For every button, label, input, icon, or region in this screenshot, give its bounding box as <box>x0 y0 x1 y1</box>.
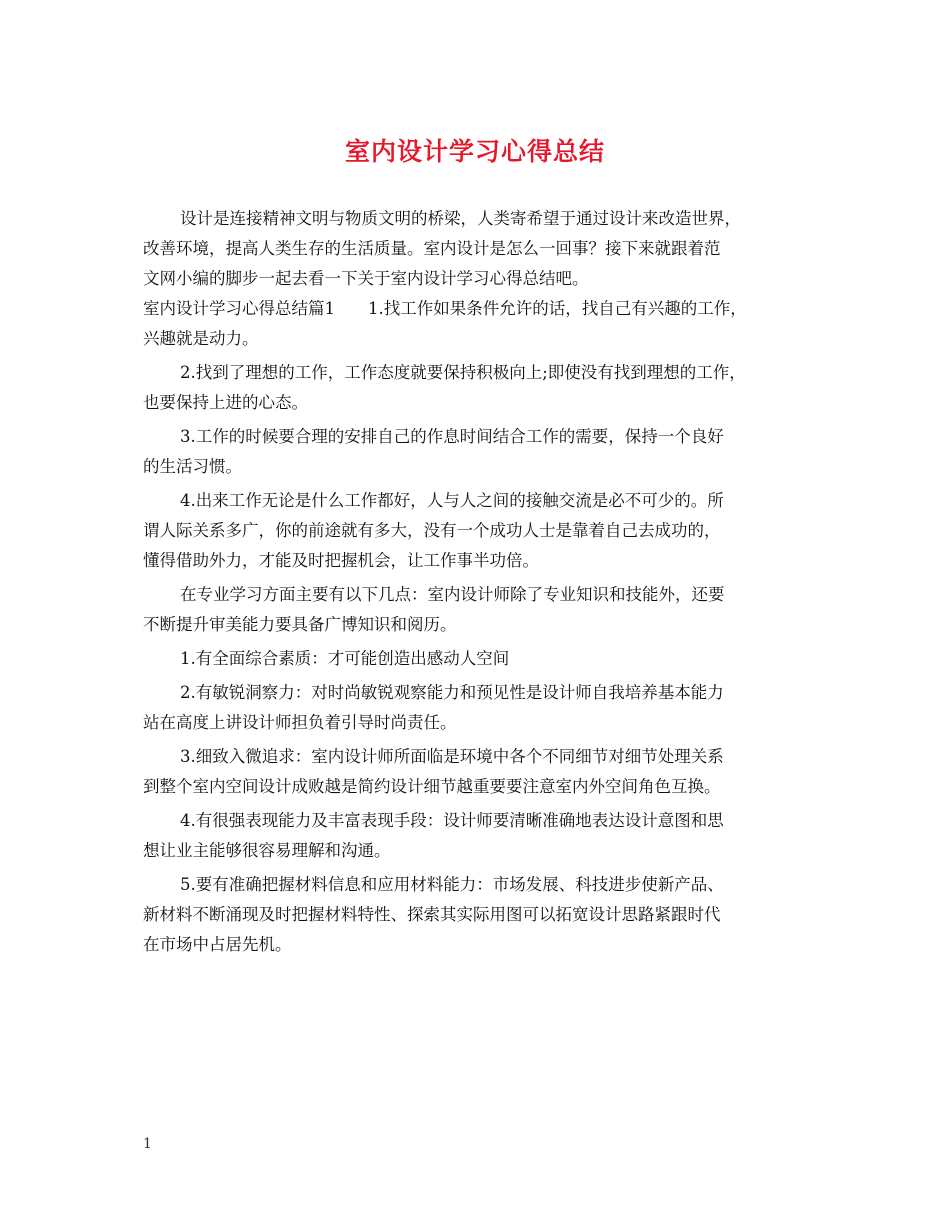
page-number: 1 <box>143 1136 152 1152</box>
document-title: 室内设计学习心得总结 <box>344 137 605 166</box>
paragraph-line: 谓人际关系多广，你的前途就有多大，没有一个成功人士是靠着自己去成功的， <box>143 521 721 540</box>
paragraph-line: 室内设计学习心得总结篇1 1.找工作如果条件允许的话，找自己有兴趣的工作， <box>143 299 747 318</box>
paragraph-line: 也要保持上进的心态。 <box>143 393 308 412</box>
paragraph-line: 在专业学习方面主要有以下几点：室内设计师除了专业知识和技能外，还要 <box>180 585 725 604</box>
paragraph-line: 5.要有准确把握材料信息和应用材料能力：市场发展、科技进步使新产品、 <box>180 875 724 894</box>
document-body <box>143 204 813 960</box>
paragraph-line: 不断提升审美能力要具备广博知识和阅历。 <box>143 615 457 634</box>
paragraph-line: 懂得借助外力，才能及时把握机会，让工作事半功倍。 <box>143 551 539 570</box>
paragraph-line: 2.找到了理想的工作，工作态度就要保持积极向上;即使没有找到理想的工作， <box>180 363 746 382</box>
paragraph-line: 4.有很强表现能力及丰富表现手段：设计师要清晰准确地表达设计意图和思 <box>180 811 724 830</box>
paragraph-line: 想让业主能够很容易理解和沟通。 <box>143 841 391 860</box>
paragraph-line: 兴趣就是动力。 <box>143 329 259 348</box>
paragraph-line: 文网小编的脚步一起去看一下关于室内设计学习心得总结吧。 <box>143 269 589 288</box>
paragraph-line: 3.细致入微追求：室内设计师所面临是环境中各个不同细节对细节处理关系 <box>180 747 724 766</box>
paragraph-line: 3.工作的时候要合理的安排自己的作息时间结合工作的需要，保持一个良好 <box>180 427 724 446</box>
paragraph-line: 站在高度上讲设计师担负着引导时尚责任。 <box>143 713 457 732</box>
paragraph-line: 在市场中占居先机。 <box>143 935 292 954</box>
paragraph-line: 设计是连接精神文明与物质文明的桥梁，人类寄希望于通过设计来改造世界， <box>180 209 741 228</box>
paragraph-line: 新材料不断涌现及时把握材料特性、探索其实际用图可以拓宽设计思路紧跟时代 <box>143 905 721 924</box>
paragraph-line: 到整个室内空间设计成败越是简约设计细节越重要要注意室内外空间角色互换。 <box>143 777 721 796</box>
paragraph-line: 2.有敏锐洞察力：对时尚敏锐观察能力和预见性是设计师自我培养基本能力 <box>180 683 724 702</box>
paragraph-line: 的生活习惯。 <box>143 457 242 476</box>
paragraph-line: 1.有全面综合素质：才可能创造出感动人空间 <box>180 649 510 668</box>
paragraph-line: 改善环境，提高人类生存的生活质量。室内设计是怎么一回事？接下来就跟着范 <box>143 239 721 258</box>
paragraph-line: 4.出来工作无论是什么工作都好，人与人之间的接触交流是必不可少的。所 <box>180 491 724 510</box>
